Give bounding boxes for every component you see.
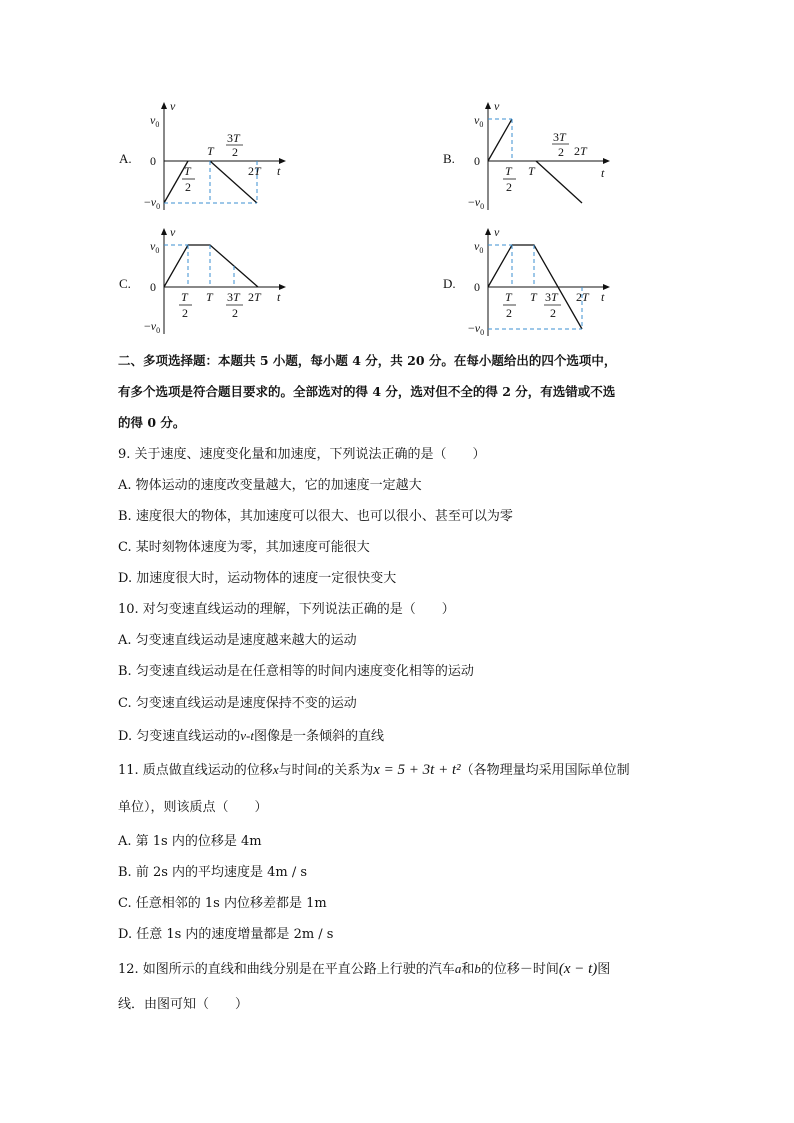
v-axis-arrow [485, 228, 491, 235]
q10-option-d [118, 728, 384, 745]
v-axis-arrow [485, 102, 491, 109]
q12-x-t: (x − t) [558, 961, 598, 977]
svg-text:3T: 3T [227, 290, 240, 304]
q10-d-text-2: 图像是一条倾斜的直线 [253, 729, 384, 744]
q11-option-d: D. 任意 1s 内的速度增量都是 2m / s [118, 927, 334, 942]
q9-option-d: D. 加速度很大时，运动物体的速度一定很快变大 [118, 571, 397, 586]
T-label: T [206, 290, 213, 304]
2T-label: 2T [248, 290, 261, 304]
q9-stem: 9. 关于速度、速度变化量和加速度，下列说法正确的是（ ） [118, 447, 486, 462]
graph-d-svg [464, 226, 624, 346]
graph-c-svg [140, 226, 300, 346]
q11-var-t: t [317, 762, 322, 777]
v0-label: $v_0$ [474, 239, 484, 255]
svg-text:2: 2 [550, 306, 556, 320]
q11-equation: x = 5 + 3t + t² [373, 762, 461, 778]
svg-text:T: T [181, 290, 188, 304]
svg-text:2: 2 [506, 306, 512, 320]
neg-v0-label: $-v_0$ [144, 195, 161, 211]
three-half-T-label [544, 290, 561, 320]
graph-b-svg [464, 100, 624, 220]
origin-label: 0 [474, 154, 480, 168]
q12-stem-line-1 [118, 961, 610, 978]
q12-text-3: 的位移－时间 [480, 962, 559, 977]
t-label: t [277, 164, 281, 178]
v-label: v [494, 99, 500, 113]
neg-v0-label: $-v_0$ [468, 321, 485, 337]
v0-label: $v_0$ [474, 113, 484, 129]
three-half-T-label [226, 131, 243, 159]
q10-option-c: C. 匀变速直线运动是速度保持不变的运动 [118, 696, 357, 711]
svg-text:T: T [505, 290, 512, 304]
q11-text-2: 与时间 [278, 763, 318, 778]
vt-line-1 [488, 119, 512, 161]
t-label: t [277, 290, 281, 304]
vt-line-2 [536, 161, 582, 203]
q10-option-a: A. 匀变速直线运动是速度越来越大的运动 [118, 633, 357, 648]
T-label: T [207, 144, 214, 158]
neg-v0-label: $-v_0$ [468, 195, 485, 211]
q11-option-c: C. 任意相邻的 1s 内位移差都是 1m [118, 896, 327, 911]
v-axis-arrow [161, 228, 167, 235]
vt-graph-b [464, 100, 624, 220]
svg-text:3T: 3T [545, 290, 558, 304]
section-2-line-2: 有多个选项是符合题目要求的。全部选对的得 4 分，选对但不全的得 2 分，有选错或不选 [118, 384, 616, 399]
q11-text-1: 11. 质点做直线运动的位移 [118, 763, 273, 778]
vt-graph-a [140, 100, 300, 220]
half-T-label [503, 290, 516, 320]
three-half-T-label [552, 130, 569, 159]
q10-d-math: v-t [240, 728, 254, 743]
section-2-line-1: 二、多项选择题：本题共 5 小题，每小题 4 分，共 20 分。在每小题给出的四个选项中， [118, 353, 617, 368]
svg-text:T: T [184, 164, 191, 178]
vt-line [164, 245, 258, 287]
q12-var-a: a [454, 961, 462, 976]
svg-text:3T: 3T [553, 130, 566, 144]
q11-text-3: 的关系为 [321, 763, 374, 778]
q11-stem-line-2: 单位），则该质点（ ） [118, 800, 268, 815]
svg-text:T: T [505, 164, 512, 178]
svg-text:2: 2 [232, 306, 238, 320]
option-letter-b: B. [443, 151, 455, 166]
v-label: v [494, 225, 500, 239]
q11-stem-line-1 [118, 762, 630, 779]
q11-option-b: B. 前 2s 内的平均速度是 4m / s [118, 865, 308, 880]
origin-label: 0 [150, 280, 156, 294]
v0-label: $v_0$ [150, 239, 160, 255]
three-half-T-label [226, 290, 243, 320]
v-label: v [170, 99, 176, 113]
q11-text-4: （各物理量均采用国际单位制 [460, 763, 630, 778]
q11-var-x: x [272, 762, 279, 777]
svg-text:3T: 3T [227, 131, 240, 145]
q10-stem: 10. 对匀变速直线运动的理解，下列说法正确的是（ ） [118, 602, 455, 617]
half-T-label [179, 290, 192, 320]
option-letter-d: D. [443, 276, 456, 291]
t-label: t [601, 166, 605, 180]
v0-label: $v_0$ [150, 113, 160, 129]
half-T-label [182, 164, 195, 194]
q12-stem-line-2: 线．由图可知（ ） [118, 997, 249, 1012]
q9-option-c: C. 某时刻物体速度为零，其加速度可能很大 [118, 540, 370, 555]
2T-label: 2T [576, 290, 589, 304]
q9-option-a: A. 物体运动的速度改变量越大，它的加速度一定越大 [118, 478, 422, 493]
svg-text:2: 2 [185, 180, 191, 194]
v-axis-arrow [161, 102, 167, 109]
t-label: t [601, 290, 605, 304]
graph-a-svg [140, 100, 300, 220]
vt-graph-d [464, 226, 624, 346]
origin-label: 0 [474, 280, 480, 294]
svg-text:2: 2 [232, 145, 238, 159]
origin-label: 0 [150, 154, 156, 168]
q9-option-b: B. 速度很大的物体，其加速度可以很大、也可以很小、甚至可以为零 [118, 509, 513, 524]
q10-option-b: B. 匀变速直线运动是在任意相等的时间内速度变化相等的运动 [118, 664, 474, 679]
svg-text:2: 2 [506, 180, 512, 194]
q10-d-text-1: D. 匀变速直线运动的 [118, 729, 241, 744]
q12-text-2: 和 [461, 962, 475, 977]
q12-var-b: b [474, 961, 481, 976]
T-label: T [530, 290, 537, 304]
svg-text:2: 2 [182, 306, 188, 320]
q12-text-1: 12. 如图所示的直线和曲线分别是在平直公路上行驶的汽车 [118, 962, 455, 977]
T-label: T [528, 164, 535, 178]
neg-v0-label: $-v_0$ [144, 319, 161, 335]
q11-option-a: A. 第 1s 内的位移是 4m [118, 834, 262, 849]
half-T-label [503, 164, 516, 194]
svg-text:2: 2 [558, 145, 564, 159]
2T-label: 2T [574, 144, 587, 158]
vt-graph-c [140, 226, 300, 346]
t-axis-arrow [603, 158, 610, 164]
option-letter-a: A. [119, 151, 132, 166]
v-label: v [170, 225, 176, 239]
2T-label: 2T [248, 164, 261, 178]
q12-text-4: 图 [597, 962, 611, 977]
section-2-line-3: 的得 0 分。 [118, 415, 186, 430]
option-letter-c: C. [119, 276, 131, 291]
